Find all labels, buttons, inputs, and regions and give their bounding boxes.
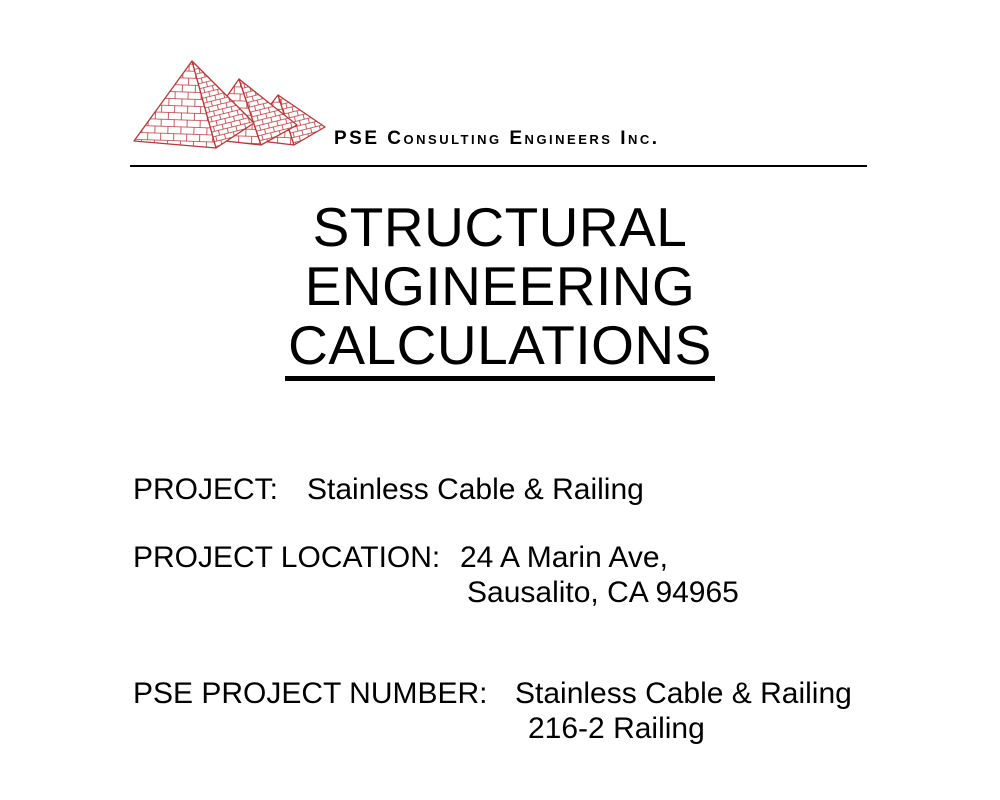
project-location-label: PROJECT LOCATION:: [133, 541, 441, 574]
project-location-value: [460, 540, 739, 610]
project-location-value-line1: 24 A Marin Ave,: [460, 541, 668, 574]
project-label: PROJECT:: [133, 473, 279, 506]
company-name: PSE Consulting Engineers Inc.: [334, 128, 660, 149]
title-line-engineering: ENGINEERING: [304, 255, 696, 317]
title-line-calculations: CALCULATIONS: [285, 316, 715, 381]
pse-project-number-label: PSE PROJECT NUMBER:: [133, 677, 488, 710]
pyramids-logo-icon: [128, 55, 346, 152]
pse-project-number-value: [515, 676, 852, 746]
pse-project-number-value-line1: Stainless Cable & Railing: [515, 677, 852, 710]
pse-project-number-value-line2: 216-2 Railing: [528, 712, 705, 745]
pyramid-large: [134, 61, 254, 148]
document-title: [130, 198, 870, 381]
project-location-value-line2: Sausalito, CA 94965: [467, 576, 739, 609]
project-value: [307, 472, 644, 507]
title-line-structural: STRUCTURAL: [312, 196, 688, 258]
header-rule: [130, 165, 867, 167]
project-value-line1: Stainless Cable & Railing: [307, 473, 644, 506]
